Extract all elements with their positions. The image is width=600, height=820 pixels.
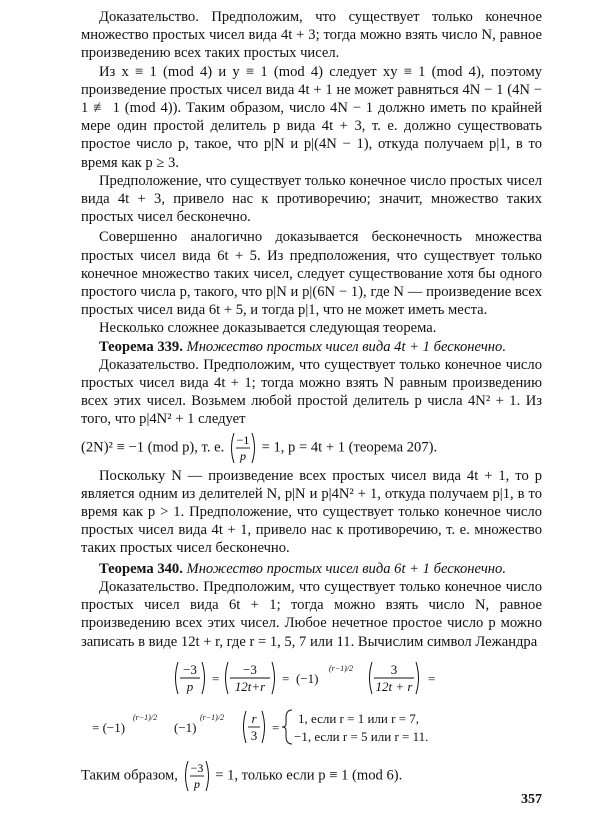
theorem-339-title: Теорема 339. bbox=[99, 338, 183, 355]
legendre-339-den: p bbox=[239, 448, 246, 463]
theorem-340-heading bbox=[81, 560, 542, 578]
theorem-339-statement: Множество простых чисел вида 4t + 1 бесконечно. bbox=[186, 338, 506, 355]
legendre-r-den: 3 bbox=[250, 727, 257, 743]
legendre-line-2 bbox=[81, 706, 542, 753]
legendre-339-num: −1 bbox=[236, 432, 250, 447]
svg-text:=: = bbox=[211, 670, 219, 686]
legendre-l1-den2: 12t+r bbox=[234, 678, 265, 694]
final-conclusion-line bbox=[81, 759, 542, 793]
legendre-symbol-339 bbox=[228, 431, 258, 465]
legendre-case-2: −1, если r = 5 или r = 11. bbox=[293, 728, 428, 744]
svg-text:=: = bbox=[427, 670, 435, 686]
svg-text:(−1): (−1) bbox=[173, 719, 196, 735]
theorem-340-statement: Множество простых чисел вида 6t + 1 бесконечно. bbox=[186, 560, 506, 577]
svg-text:=: = bbox=[281, 670, 289, 686]
paragraph-6t5: Совершенно аналогично доказывается бесконечность множества простых чисел вида 6t + 5. Из предположения, что существует только конечное множество таких чисел, следует существование хотя бы одного простого числа p, такого, что p|N и p|(6N − 1), где N — произведение всех простых чисел вида 6t + 5, и тогда p|1, что не может иметь места. bbox=[81, 229, 542, 319]
theorem-340-title: Теорема 340. bbox=[99, 560, 183, 577]
eq-339-right: = 1, p = 4t + 1 (теорема 207). bbox=[261, 439, 438, 456]
paragraph-conclusion-4t3: Предположение, что существует только конечное число простых чисел вида 4t + 3, привело нас к противоречию; значит, множество таких простых чисел бесконечно. bbox=[81, 172, 542, 226]
legendre-cases-svg bbox=[92, 706, 532, 748]
theorem-339-heading bbox=[81, 338, 542, 356]
svg-text:(r−1)/2: (r−1)/2 bbox=[199, 712, 224, 722]
legendre-l1-num: −3 bbox=[182, 661, 197, 677]
page-number: 357 bbox=[521, 792, 542, 807]
legendre-l1-coef: (−1) bbox=[295, 670, 318, 686]
conclusion-part-a: Таким образом, bbox=[81, 767, 178, 784]
theorem-339-proof-part-b: Поскольку N — произведение всех простых чисел вида 4t + 1, то p является одним из делителей N, p|N и p|4N² + 1, откуда получаем p|1, в то время как p > 1. Предположение, что существует только конечное число простых чисел вида 4t + 1, привело нас к противоречию, т. е. множество таких простых чисел бесконечно. bbox=[81, 467, 542, 557]
theorem-339-proof-part-a: Доказательство. Предположим, что существует только конечное число простых чисел вида 4t + 1; тогда можно взять N равным произведению всех этих чисел. Возьмем любой простой делитель p числа 4N² + 1. Из того, что p|4N² + 1 следует bbox=[81, 356, 542, 428]
legendre-l1-den: p bbox=[186, 678, 193, 694]
legendre-symbol-final bbox=[182, 759, 212, 793]
legendre-l1-num2: 3 bbox=[390, 661, 397, 677]
eq-339-left: (2N)² ≡ −1 (mod p), т. е. bbox=[81, 439, 225, 456]
svg-text:p: p bbox=[193, 777, 200, 792]
legendre-l1-exp: (r−1)/2 bbox=[328, 663, 353, 673]
svg-text:−3: −3 bbox=[190, 761, 203, 776]
svg-text:(r−1)/2: (r−1)/2 bbox=[132, 712, 157, 722]
svg-text:=: = bbox=[271, 719, 279, 735]
page-body bbox=[81, 8, 542, 793]
legendre-case-1: 1, если r = 1 или r = 7, bbox=[297, 710, 419, 726]
theorem-340-proof-part-a: Доказательство. Предположим, что существует только конечное число простых чисел вида 6t + 1; тогда можно взять число N, равное произведению всех этих чисел. Любое нечетное простое число p можно записать в виде 12t + r, где r = 1, 5, 7 или 11. Вычислим символ Лежандра bbox=[81, 578, 542, 650]
legendre-expansion-svg bbox=[132, 659, 492, 697]
paragraph-next-theorem: Несколько сложнее доказывается следующая теорема. bbox=[99, 320, 437, 337]
conclusion-part-b: = 1, только если p ≡ 1 (mod 6). bbox=[215, 767, 403, 784]
svg-text:−3: −3 bbox=[242, 661, 257, 677]
legendre-r-num: r bbox=[250, 710, 257, 726]
svg-text:= (−1): = (−1) bbox=[91, 719, 125, 735]
paragraph-mod4-argument: Из x ≡ 1 (mod 4) и y ≡ 1 (mod 4) следует xy ≡ 1 (mod 4), поэтому произведение простых чисел вида 4t + 1 не может равняться 4N − 1 (4N − 1 ≢ 1 (mod 4)). Таким образом, число 4N − 1 должно иметь по крайней мере один простой делитель p вида 4t + 3, т. е. должно существовать простое число p, такое, что p|N и p|(4N − 1), откуда получаем p|1, в то время как p ≥ 3. bbox=[81, 63, 542, 171]
legendre-line-1 bbox=[81, 659, 542, 702]
legendre-l1-den3: 12t + r bbox=[375, 678, 412, 694]
legendre-equation-339 bbox=[81, 431, 542, 465]
paragraph-proof-4t3: Доказательство. Предположим, что существует только конечное множество простых чисел вида 4t + 3; тогда можно взять число N, равное произведению всех таких простых чисел. bbox=[81, 9, 542, 62]
legendre-computation bbox=[81, 659, 542, 753]
